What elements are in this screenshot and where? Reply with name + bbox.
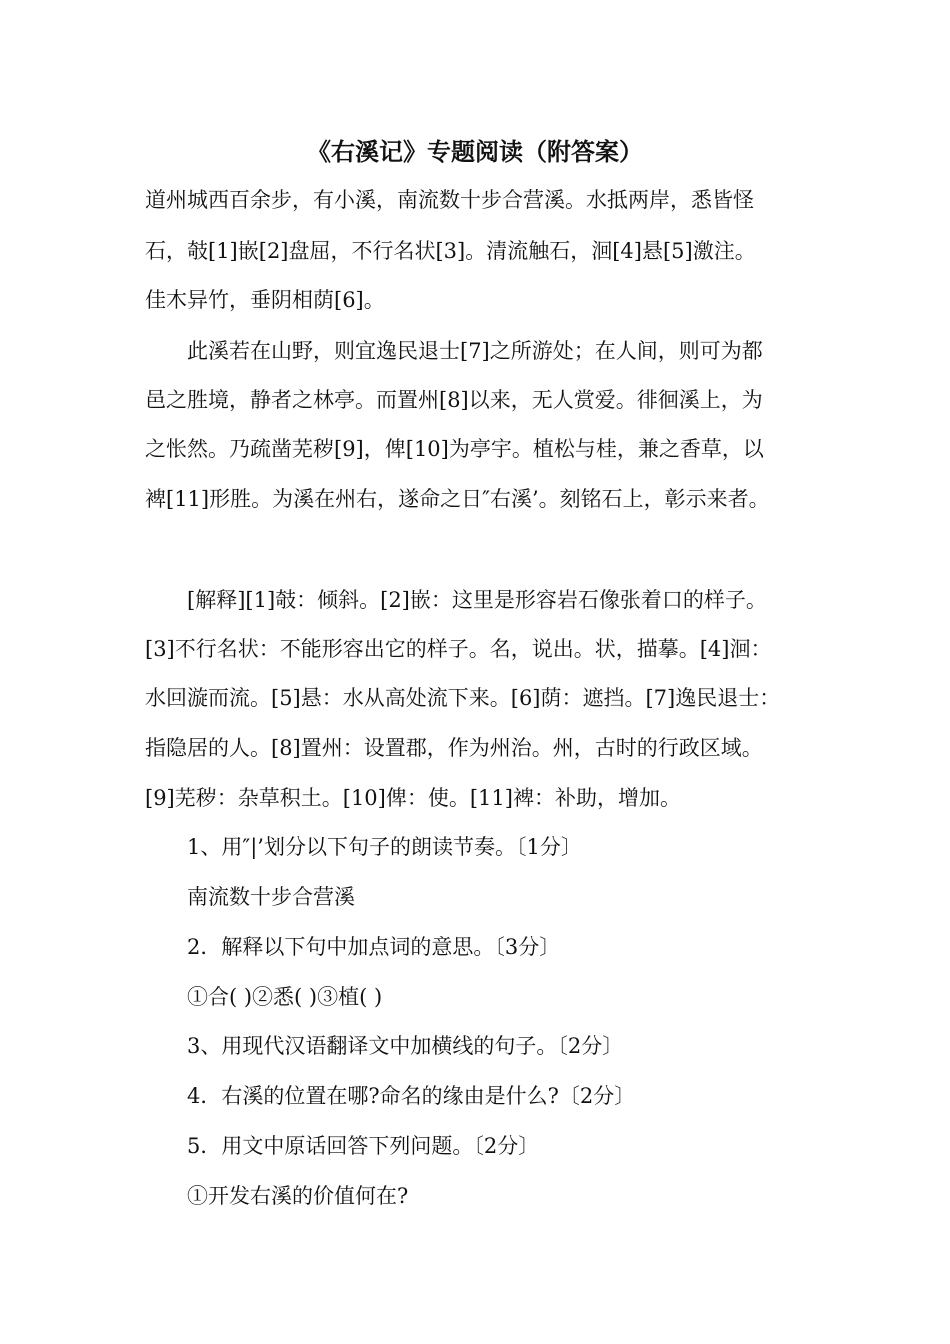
question-line: 3、用现代汉语翻译文中加横线的句子。〔2分〕 — [187, 1034, 624, 1058]
note-line: [解释][1]攲：倾斜。[2]嵌：这里是形容岩石像张着口的样子。 — [187, 588, 767, 612]
question-line: 2．解释以下句中加点词的意思。〔3分〕 — [187, 935, 561, 959]
passage-line: 道州城西百余步，有小溪，南流数十步合营溪。水抵两岸，悉皆怪 — [145, 188, 754, 212]
note-line: [9]芜秽：杂草积土。[10]俾：使。[11]裨：补助，增加。 — [145, 786, 681, 810]
passage-line: 此溪若在山野，则宜逸民退士[7]之所游处；在人间，则可为都 — [187, 339, 763, 363]
passage-line: 佳木异竹，垂阴相荫[6]。 — [145, 288, 385, 312]
passage-line: 之怅然。乃疏凿芜秽[9]，俾[10]为亭宇。植松与桂，兼之香草，以 — [145, 437, 764, 461]
passage-line: 石，攲[1]嵌[2]盘屈，不行名状[3]。清流触石，洄[4]悬[5]激注。 — [145, 239, 756, 263]
question-line: 4．右溪的位置在哪?命名的缘由是什么?〔2分〕 — [187, 1084, 636, 1108]
question-line: ①合( )②悉( )③植( ) — [187, 985, 383, 1009]
question-line: 5．用文中原话回答下列问题。〔2分〕 — [187, 1134, 540, 1158]
question-line: 南流数十步合营溪 — [187, 885, 355, 909]
passage-line: 裨[11]形胜。为溪在州右，遂命之日″右溪’。刻铭石上，彰示来者。 — [145, 487, 770, 511]
document-title: 《右溪记》专题阅读（附答案） — [307, 137, 643, 166]
note-line: 指隐居的人。[8]置州：设置郡，作为州治。州，古时的行政区域。 — [145, 736, 763, 760]
note-line: 水回漩而流。[5]悬：水从高处流下来。[6]荫：遮挡。[7]逸民退士： — [145, 686, 781, 710]
passage-line: 邑之胜境，静者之林亭。而置州[8]以来，无人赏爱。徘徊溪上，为 — [145, 388, 763, 412]
note-line: [3]不行名状：不能形容出它的样子。名，说出。状，描摹。[4]洄： — [145, 637, 772, 661]
question-line: ①开发右溪的价值何在? — [187, 1184, 409, 1208]
question-line: 1、用″|’划分以下句子的朗读节奏。〔1分〕 — [187, 835, 582, 859]
